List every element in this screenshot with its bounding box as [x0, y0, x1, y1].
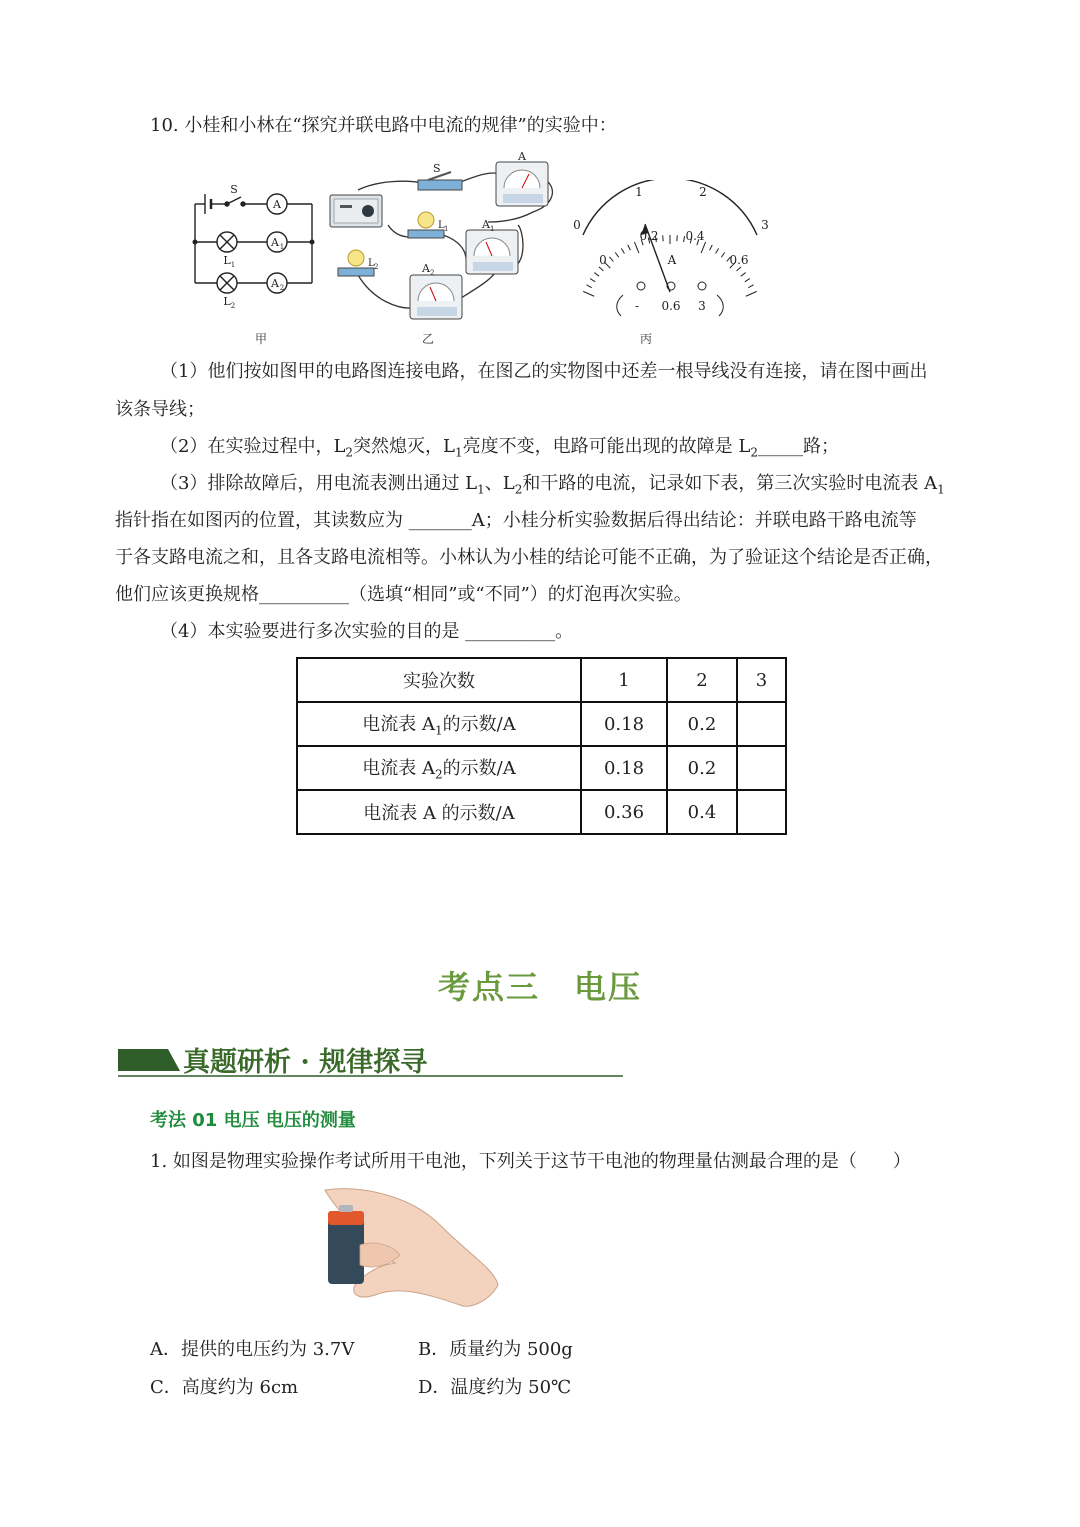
dial-bottom-06: 0.6	[729, 253, 749, 267]
ammeter-a2-device	[410, 262, 462, 319]
section-title: 考点三 电压	[437, 968, 642, 1006]
terminal-3: 3	[698, 299, 706, 313]
method-heading: 考法 01 电压 电压的测量	[150, 1110, 356, 1131]
switch-blade	[227, 197, 241, 204]
dial-tick	[590, 279, 595, 282]
table-cell: 0.4	[667, 790, 737, 834]
yi-label-a2: A	[422, 262, 430, 275]
table-cell-blank[interactable]	[737, 702, 786, 746]
dial-tick	[628, 245, 631, 250]
label-l1-sub: 1	[230, 261, 236, 269]
option-b[interactable]: B．质量约为 500g	[418, 1339, 573, 1360]
yi-label-a1: A	[482, 218, 490, 231]
dial-unit: A	[667, 253, 677, 267]
figure-label-jia: 甲	[255, 332, 268, 346]
q10-part4: （4）本实验要进行多次实验的目的是 __________。	[160, 621, 574, 642]
yi-label-s: S	[433, 162, 441, 175]
junction-right	[310, 240, 315, 245]
meter-body-left	[617, 295, 623, 316]
power-supply	[330, 195, 382, 227]
dial-tick	[621, 248, 624, 253]
label-a2-sub: 2	[279, 284, 285, 292]
terminal-3-post	[698, 282, 706, 290]
table-cell-blank[interactable]	[737, 746, 786, 790]
table-row	[297, 790, 786, 834]
table-cell-blank[interactable]	[737, 790, 786, 834]
table-cell: 0.2	[667, 702, 737, 746]
circuit-diagram-jia	[185, 180, 325, 315]
q10-part3-line1: （3）排除故障后，用电流表测出通过 $L_1$、$L_2$和干路的电流，记录如下表，第三次实验时电流表 $A_1$	[160, 473, 945, 497]
terminal-06: 0.6	[661, 299, 681, 313]
dial-tick	[583, 291, 594, 296]
yi-label-a: A	[518, 150, 526, 163]
battery-terminal	[339, 1205, 353, 1212]
yi-label-a1-sub: 1	[490, 225, 495, 233]
table-cell: 0.18	[581, 746, 667, 790]
dial-tick	[701, 242, 705, 253]
dial-tick	[594, 273, 599, 277]
experiment-table	[296, 657, 787, 835]
table-row	[297, 746, 786, 790]
label-a1-sub: 1	[279, 243, 285, 251]
lamp-l2-device	[338, 250, 378, 276]
wire-1	[358, 181, 423, 190]
terminal-minus-post	[637, 282, 645, 290]
dial-arc	[583, 180, 757, 235]
dial-tick	[721, 252, 724, 257]
yi-label-l1: L	[438, 220, 445, 231]
table-cell: 0.18	[581, 702, 667, 746]
dial-tick	[737, 267, 741, 271]
table-header-row	[297, 658, 786, 702]
row-label: 电流表 A 的示数/A	[297, 790, 581, 834]
ammeter-a-device	[496, 150, 548, 206]
label-a: A	[273, 198, 281, 211]
header-cell: 3	[737, 658, 786, 702]
dial-top-0: 0	[573, 218, 581, 232]
dial-bottom-04: 0.4	[685, 229, 705, 243]
yi-label-l1-sub: 1	[444, 225, 449, 233]
dial-tick	[745, 279, 750, 282]
label-l2-sub: 2	[230, 302, 236, 310]
physical-setup-yi	[318, 150, 563, 322]
dial-tick	[599, 267, 603, 271]
label-l2: L	[223, 295, 231, 308]
label-s: S	[230, 183, 238, 196]
dial-top-1: 1	[635, 185, 643, 199]
ammeter-a1-device	[466, 218, 518, 274]
dial-bottom-0: 0	[599, 253, 607, 267]
section-banner: 真题研析 · 规律探寻	[183, 1047, 428, 1078]
dial-tick	[748, 285, 753, 288]
q10-part1-line1: （1）他们按如图甲的电路图连接电路，在图乙的实物图中还差一根导线没有连接，请在图中画出	[160, 361, 928, 382]
row-label: 电流表 $A_1$的示数/A	[297, 702, 581, 746]
meter-body-right	[717, 295, 723, 316]
yi-label-l2: L	[368, 258, 375, 269]
dial-tick	[609, 257, 613, 262]
junction-left	[193, 240, 198, 245]
row-label: 电流表 $A_2$的示数/A	[297, 746, 581, 790]
terminal-minus: -	[634, 299, 640, 313]
dial-tick	[716, 248, 719, 253]
q10-part3-line4: 他们应该更换规格__________（选填“相同”或“不同”）的灯泡再次实验。	[115, 584, 692, 605]
dial-tick	[741, 273, 746, 277]
dial-tick	[615, 252, 618, 257]
label-a2: A	[271, 277, 279, 290]
wire-5	[443, 235, 466, 265]
header-cell: 实验次数	[297, 658, 581, 702]
figure-label-bing: 丙	[640, 332, 653, 346]
dial-bottom-02: 0.2	[639, 229, 659, 243]
header-cell: 1	[581, 658, 667, 702]
option-a[interactable]: A．提供的电压约为 3.7V	[150, 1339, 355, 1360]
label-a1: A	[271, 236, 279, 249]
table-cell: 0.2	[667, 746, 737, 790]
question-10-stem: 10. 小桂和小林在“探究并联电路中电流的规律”的实验中：	[150, 115, 617, 136]
option-d[interactable]: D．温度约为 50℃	[418, 1377, 572, 1398]
q10-part3-line3: 于各支路电流之和，且各支路电流相等。小林认为小桂的结论可能不正确，为了验证这个结论是否正确，	[115, 547, 943, 568]
q10-part3-line2: 指针指在如图丙的位置，其读数应为 _______A；小桂分析实验数据后得出结论：并联电路干路电流等	[115, 510, 917, 531]
yi-label-l2-sub: 2	[374, 263, 379, 271]
label-l1: L	[223, 254, 231, 267]
dial-top-2: 2	[699, 185, 707, 199]
table-row	[297, 702, 786, 746]
q10-part2: （2）在实验过程中，$L_2$突然熄灭，$L_1$亮度不变，电路可能出现的故障是 $L_2\_\_\_\_\_$路；	[160, 436, 839, 460]
dial-tick	[634, 242, 638, 253]
battery-top-band	[328, 1211, 364, 1225]
dial-tick	[684, 236, 685, 242]
header-cell: 2	[667, 658, 737, 702]
question-1-stem: 1. 如图是物理实验操作考试所用干电池，下列关于这节干电池的物理量估测最合理的是（ ）	[150, 1151, 911, 1172]
lamp-l1-device	[408, 212, 448, 238]
dial-tick	[710, 245, 713, 250]
yi-label-a2-sub: 2	[430, 269, 435, 277]
ammeter-dial-bing	[565, 180, 780, 320]
switch-device	[418, 162, 462, 190]
dial-tick	[746, 291, 757, 296]
battery-in-hand-image	[320, 1185, 505, 1315]
option-c[interactable]: C．高度约为 6cm	[150, 1377, 299, 1398]
q10-part1-line2: 该条导线；	[115, 399, 205, 420]
dial-tick	[586, 285, 591, 288]
wire-6	[358, 275, 416, 308]
table-cell: 0.36	[581, 790, 667, 834]
dial-top-3: 3	[761, 218, 769, 232]
figure-label-yi: 乙	[422, 332, 435, 346]
